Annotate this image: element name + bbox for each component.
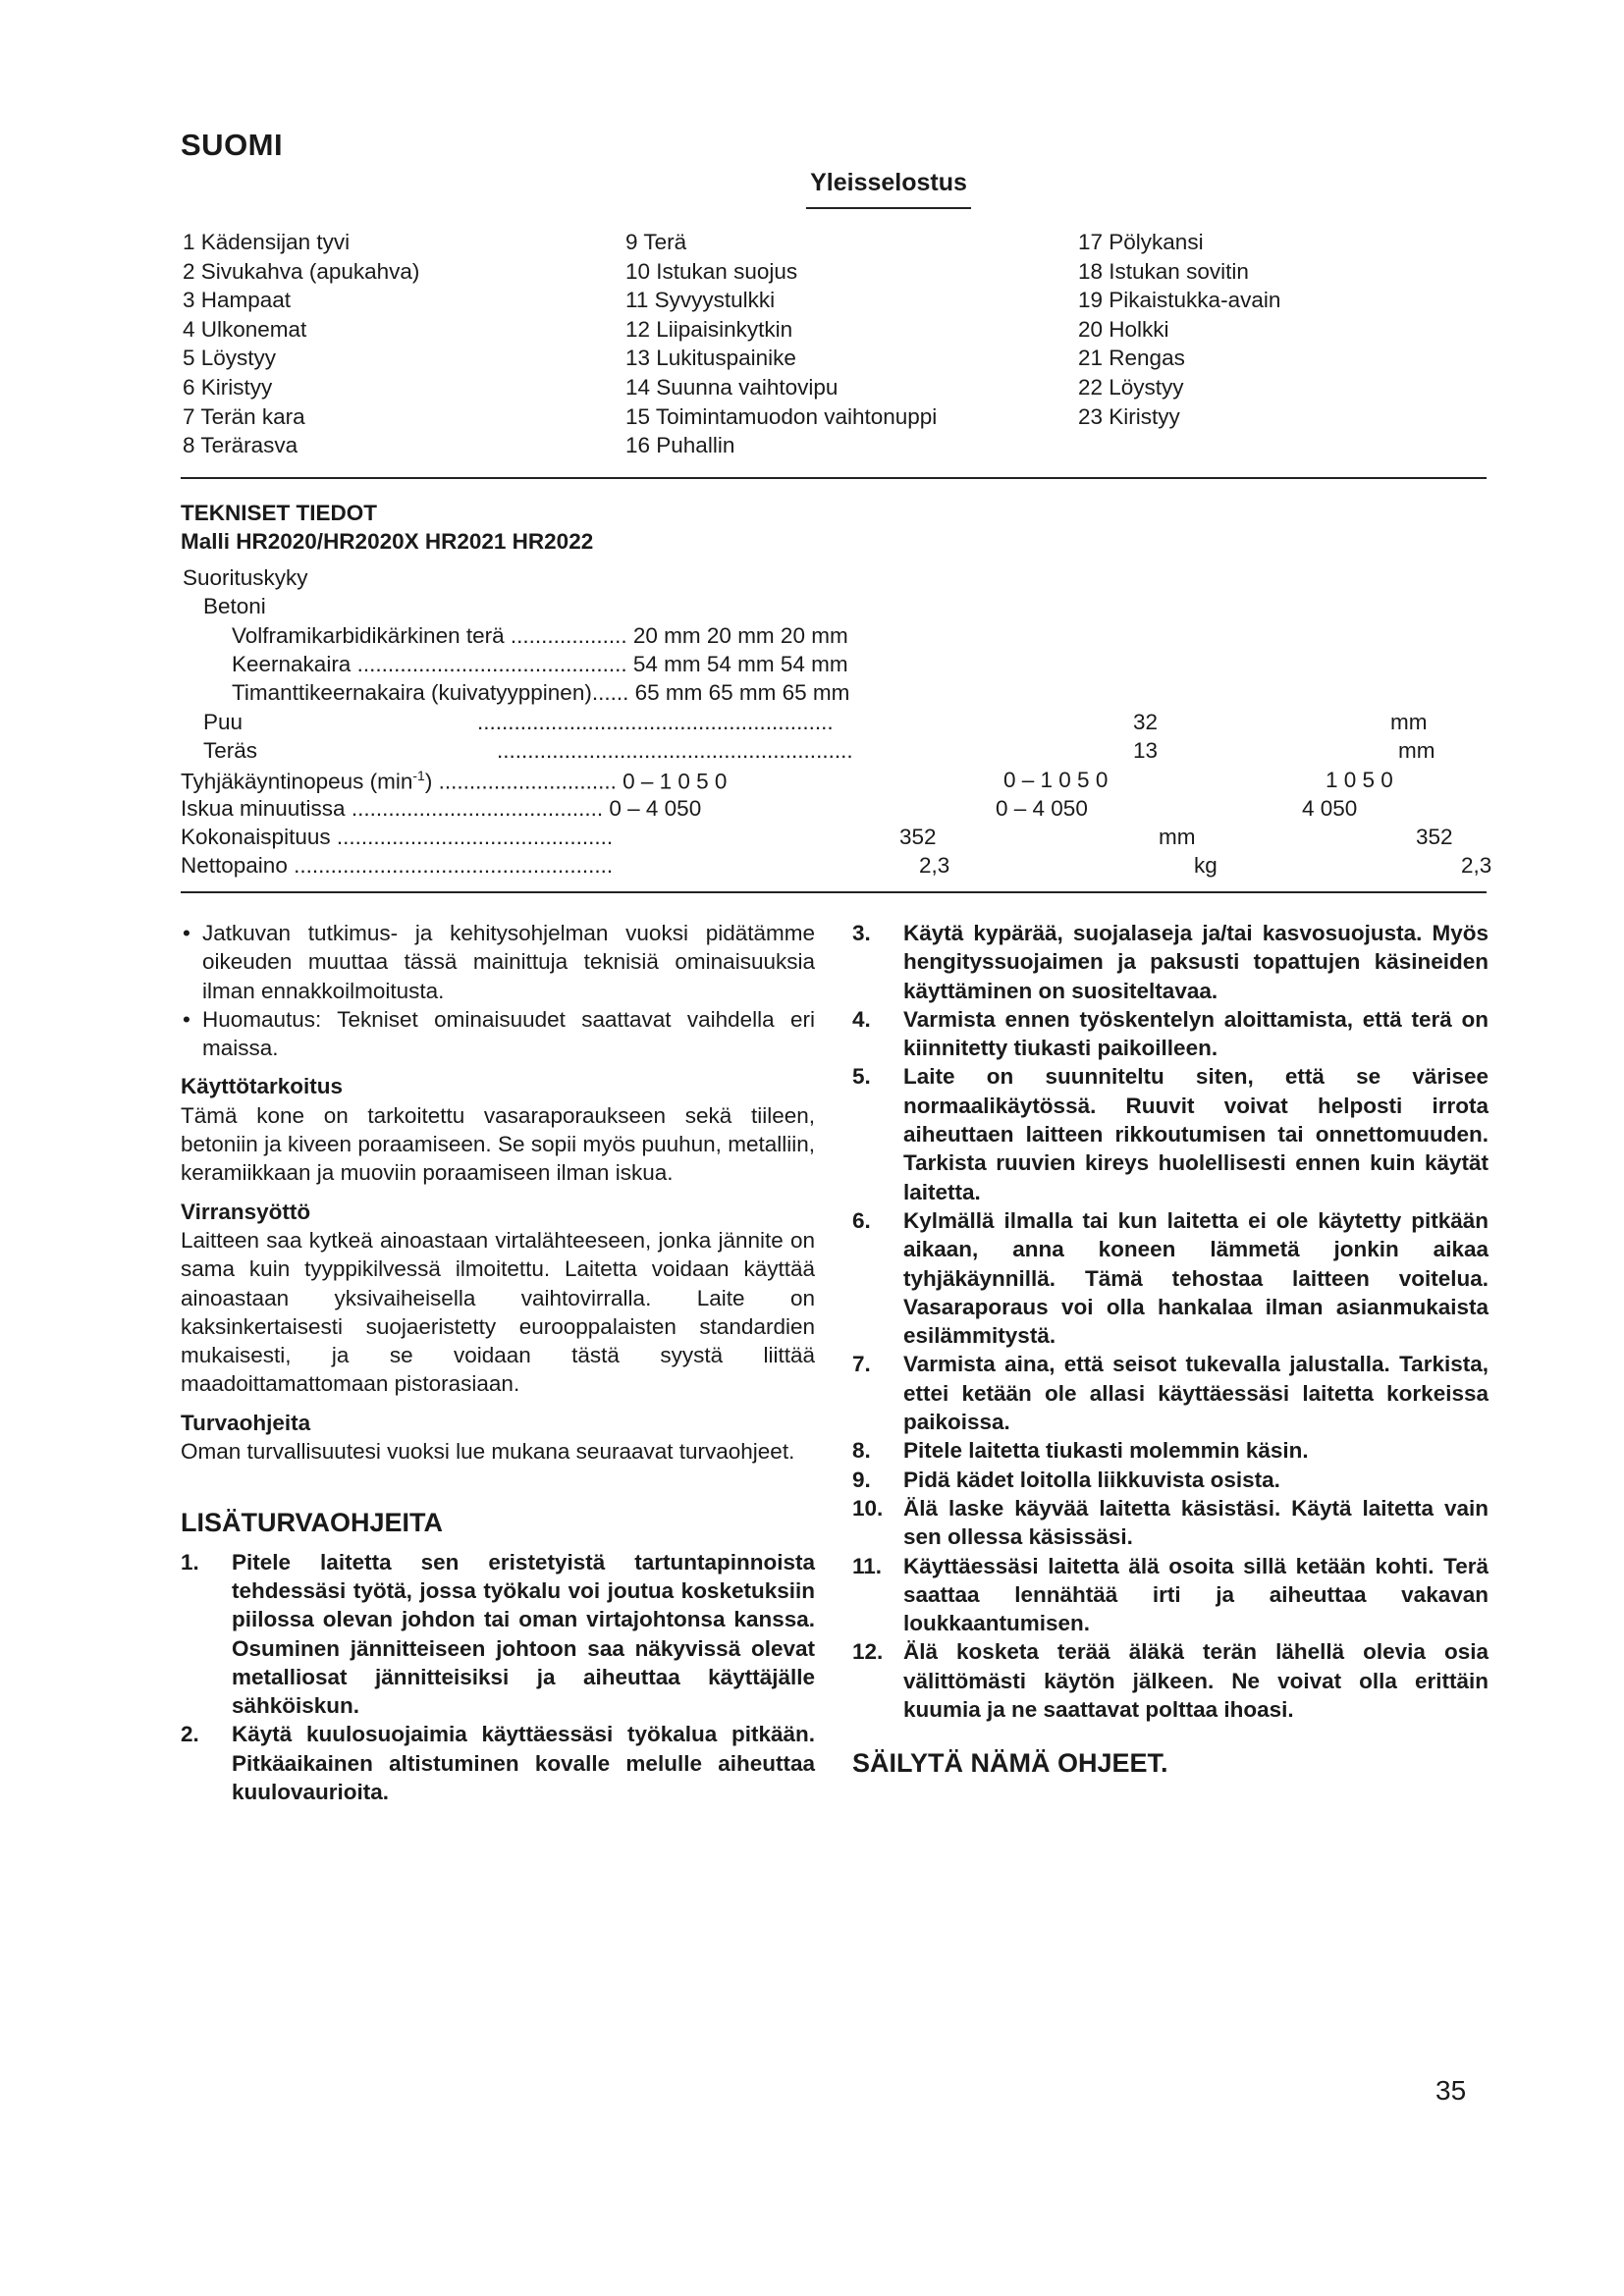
safety-rule-text: Pitele laitetta tiukasti molemmin käsin. — [903, 1438, 1309, 1464]
part-item: 23 Kiristyy — [1078, 403, 1180, 429]
safety-rule-text: Käyttäessäsi laitetta älä osoita sillä ketään kohti. Terä saattaa lennähtää irti ja aiheuttaa vakavan loukkaantumisen. — [903, 1553, 1489, 1636]
intended-use-text: Tämä kone on tarkoitettu vasaraporaukseen sekä tiileen, betoniin ja kiveen poraamiseen. Se sopii myös puuhun, metalliin, keramiikkaan ja muoviin poraamiseen ilman iskua. — [181, 1102, 815, 1186]
safety-rule-item — [852, 919, 1489, 1005]
safety-rule-text: Käytä kypärää, suojalaseja ja/tai kasvosuojusta. Myös hengityssuojaimen ja paksusti topattujen käsineiden käyttäminen on suositeltavaa. — [903, 921, 1489, 1003]
safety-tips-title: Turvaohjeita — [181, 1410, 311, 1435]
safety-rule-number: 4. — [852, 1006, 871, 1032]
spec-diamond: Timanttikeernakaira (kuivatyyppinen)...... 65 mm 65 mm 65 mm — [232, 680, 850, 705]
safety-rule-item — [852, 1494, 1489, 1552]
bullet-text: Jatkuvan tutkimus- ja kehitysohjelman vuoksi pidätämme oikeuden muuttaa tässä mainittuja teknisiä ominaisuuksia ilman ennakkoilmoitusta. — [202, 921, 815, 1003]
part-item: 3 Hampaat — [183, 288, 292, 313]
safety-rule-number: 12. — [852, 1639, 884, 1665]
safety-rule-number: 11. — [852, 1553, 883, 1578]
part-item: 6 Kiristyy — [183, 374, 273, 400]
safety-rule-text: Älä laske käyvää laitetta käsistäsi. Käytä laitetta vain sen ollessa käsissäsi. — [903, 1495, 1489, 1550]
spec-bpm: Iskua minuutissa ......................................... 0 – 4 050 — [181, 796, 702, 821]
spec-steel-unit: mm — [1398, 738, 1435, 763]
spec-weight-v1: 2,3 — [919, 853, 950, 878]
spec-noload — [181, 768, 727, 795]
right-column — [852, 919, 1489, 1779]
spec-wood-unit: mm — [1390, 710, 1428, 734]
safety-rule-number: 6. — [852, 1207, 871, 1233]
page-number: 35 — [1435, 2075, 1467, 2106]
specs-model-line: Malli HR2020/HR2020X HR2021 HR2022 — [181, 529, 594, 554]
part-item: 19 Pikaistukka-avain — [1078, 288, 1281, 313]
safety-tips-text: Oman turvallisuutesi vuoksi lue mukana seuraavat turvaohjeet. — [181, 1439, 795, 1465]
spec-weight-unit: kg — [1194, 853, 1218, 878]
spec-weight: Nettopaino .................................................... — [181, 853, 614, 878]
bullet-dot-icon: • — [183, 1006, 190, 1032]
intended-use-title: Käyttötarkoitus — [181, 1074, 344, 1099]
part-item: 9 Terä — [625, 230, 687, 254]
safety-rule-item — [852, 1206, 1489, 1350]
spec-core: Keernakaira ............................................ 54 mm 54 mm 54 mm — [232, 652, 848, 676]
safety-rule-text: Pitele laitetta sen eristetyistä tartuntapinnoista tehdessäsi työtä, jossa työkalu voi joutua kosketuksiin piilossa olevan johdon tai oman virtajohtonsa kanssa. Osuminen jännitteiseen johtoon saa näkyvissä olevat metalliosat jännitteisiksi ja aiheuttaa käyttäjälle sähköiskun. — [232, 1549, 815, 1719]
parts-list-col-2 — [625, 228, 937, 460]
safety-rule-number: 7. — [852, 1352, 871, 1377]
spec-wood-label: Puu — [203, 710, 244, 734]
spec-carbide: Volframikarbidikärkinen terä ................... 20 mm 20 mm 20 mm — [232, 623, 848, 648]
spec-bpm-v2: 0 – 4 050 — [996, 796, 1088, 821]
safety-rule-text: Laite on suunniteltu siten, että se värisee normaalikäytössä. Ruuvit voivat helposti irrota aiheuttaen laitteen rikkoutumisen tai onnettomuuden. Tarkista ruuvien kireys huolellisesti ennen kuin käytät laitetta. — [903, 1064, 1489, 1204]
safety-rule-item — [852, 1062, 1489, 1205]
spec-wood-value: 32 — [1133, 710, 1159, 734]
safety-rule-number: 3. — [852, 921, 871, 945]
safety-rule-text: Varmista ennen työskentelyn aloittamista, että terä on kiinnitetty tiukasti paikoilleen. — [903, 1006, 1489, 1061]
spec-length-unit: mm — [1159, 825, 1196, 849]
bullet-item — [181, 919, 815, 1005]
safety-rule-number: 2. — [181, 1722, 199, 1747]
part-item: 14 Suunna vaihtovipu — [625, 374, 839, 400]
safety-rule-item — [852, 1005, 1489, 1063]
bullet-item — [181, 1005, 815, 1063]
safety-rule-number: 8. — [852, 1438, 871, 1464]
safety-rule-text: Pidä kädet loitolla liikkuvista osista. — [903, 1467, 1280, 1492]
safety-rule-item — [852, 1436, 1489, 1465]
spec-noload-v3: 1 0 5 0 — [1326, 768, 1393, 792]
part-item: 11 Syvyystulkki — [625, 288, 776, 313]
part-item: 12 Liipaisinkytkin — [625, 316, 793, 342]
safety-rule-text: Älä kosketa terää äläkä terän lähellä olevia osia välittömästi käytön jälkeen. Ne voivat olla erittäin kuumia ja ne saattavat polttaa ihoasi. — [903, 1639, 1489, 1723]
part-item: 18 Istukan sovitin — [1078, 258, 1249, 284]
safety-rule-item — [852, 1350, 1489, 1436]
part-item: 13 Lukituspainike — [625, 346, 796, 371]
safety-rule-text: Käytä kuulosuojaimia käyttäessäsi työkalua pitkään. Pitkäaikainen altistuminen kovalle melulle aiheuttaa kuulovaurioita. — [232, 1722, 815, 1805]
safety-rule-text: Kylmällä ilmalla tai kun laitetta ei ole käytetty pitkään aikaan, anna koneen lämmetä jonkin aikaa tyhjäkäynnillä. Tämä tehostaa laitteen voitelua. Vasaraporaus voi olla hankalaa ilman asianmukaista esilämmitystä. — [903, 1207, 1489, 1349]
spec-steel-value: 13 — [1133, 738, 1159, 763]
spec-steel-label: Teräs — [203, 738, 258, 763]
part-item: 17 Pölykansi — [1078, 230, 1204, 254]
spec-noload-sup: -1 — [412, 768, 425, 783]
spec-length: Kokonaispituus ............................................. — [181, 825, 614, 849]
safety-rule-number: 1. — [181, 1549, 199, 1575]
spec-noload-label: Tyhjäkäyntinopeus (min — [181, 769, 413, 794]
save-instructions-heading: SÄILYTÄ NÄMÄ OHJEET. — [852, 1748, 1168, 1779]
spec-bpm-v3: 4 050 — [1302, 796, 1358, 821]
spec-noload-v2: 0 – 1 0 5 0 — [1003, 768, 1109, 792]
part-item: 15 Toimintamuodon vaihtonuppi — [625, 403, 938, 429]
safety-rule-text: Varmista aina, että seisot tukevalla jalustalla. Tarkista, ettei ketään ole allasi käyttäessäsi laitetta korkeissa paikoissa. — [903, 1352, 1489, 1435]
power-supply-text: Laitteen saa kytkeä ainoastaan virtalähteeseen, jonka jännite on sama kuin tyyppikilvessä ilmoitettu. Laitetta voidaan käyttää ainoastaan yksivaiheisella vaihtovirralla. Laite on kaksinkertaisesti suojaeristetty eurooppalaisten standardien mukaisesti, ja se voidaan tästä syystä liittää maadoittamattomaan pistorasiaan. — [181, 1227, 815, 1397]
part-item: 5 Löystyy — [183, 346, 277, 371]
parts-list-col-1 — [183, 228, 419, 460]
safety-rule-item — [181, 1720, 815, 1806]
general-description-title — [0, 169, 1624, 209]
spec-weight-v2: 2,3 — [1461, 853, 1492, 878]
part-item: 7 Terän kara — [183, 403, 305, 429]
spec-length-v1: 352 — [899, 825, 937, 849]
safety-rule-item — [852, 1466, 1489, 1494]
part-item: 4 Ulkonemat — [183, 316, 307, 342]
spec-wood-dots: .......................................................... — [477, 710, 834, 734]
power-supply-title: Virransyöttö — [181, 1199, 311, 1224]
spec-noload-rest: ) ............................. 0 – 1 0 5 0 — [424, 769, 728, 794]
part-item: 10 Istukan suojus — [625, 258, 798, 284]
parts-list-col-3 — [1078, 228, 1280, 431]
part-item: 16 Puhallin — [625, 433, 735, 458]
specs-title: TEKNISET TIEDOT — [181, 501, 378, 525]
safety-rule-number: 10. — [852, 1495, 884, 1521]
spec-concrete: Betoni — [203, 594, 266, 618]
safety-rule-number: 9. — [852, 1467, 871, 1492]
divider — [181, 477, 1487, 479]
spec-length-v2: 352 — [1416, 825, 1453, 849]
safety-rule-item — [852, 1637, 1489, 1724]
safety-rule-item — [181, 1548, 815, 1721]
spec-capacity: Suorituskyky — [183, 565, 308, 590]
part-item: 2 Sivukahva (apukahva) — [183, 258, 420, 284]
part-item: 22 Löystyy — [1078, 374, 1184, 400]
safety-rule-number: 5. — [852, 1064, 871, 1090]
part-item: 8 Terärasva — [183, 433, 298, 458]
general-description-title-text: Yleisselostus — [806, 169, 971, 209]
bullet-dot-icon: • — [183, 921, 190, 945]
bullet-text: Huomautus: Tekniset ominaisuudet saattavat vaihdella eri maissa. — [202, 1006, 815, 1061]
divider — [181, 891, 1487, 893]
left-column — [181, 919, 815, 1806]
language-heading: SUOMI — [181, 128, 284, 162]
safety-rule-item — [852, 1552, 1489, 1638]
part-item: 1 Kädensijan tyvi — [183, 230, 351, 254]
spec-steel-dots: .......................................................... — [497, 738, 853, 763]
part-item: 20 Holkki — [1078, 316, 1169, 342]
part-item: 21 Rengas — [1078, 346, 1185, 371]
additional-safety-title: LISÄTURVAOHJEITA — [181, 1508, 444, 1538]
